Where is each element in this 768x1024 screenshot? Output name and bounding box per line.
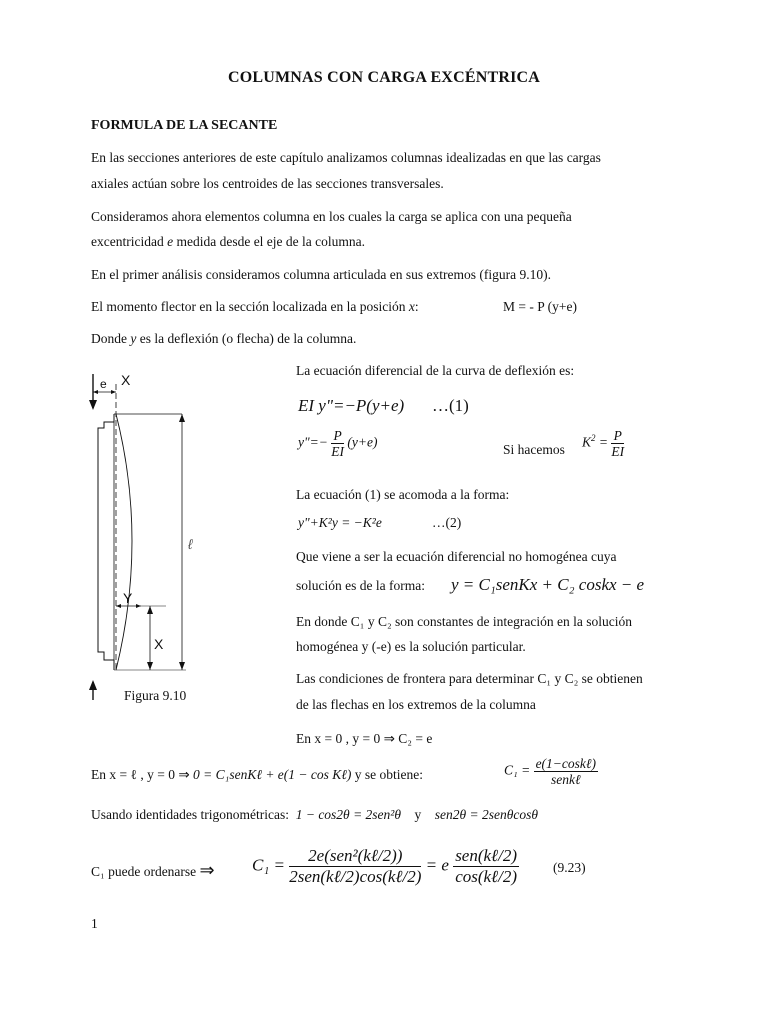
solution-equation: y = C₁senKx + C₂ coskx − e [451, 575, 645, 594]
figure-label-e: e [100, 377, 107, 391]
figure-caption: Figura 9.10 [124, 688, 187, 703]
paragraph-line: El momento flector en la sección localizada en la posición x: [91, 299, 419, 314]
paragraph-line: Las condiciones de frontera para determinar C₁ y C₂ se obtienen [296, 671, 643, 686]
paragraph-line: solución es de la forma: [296, 578, 425, 593]
equation-1-tag: …(1) [432, 396, 469, 415]
figure-label-x-top: X [121, 372, 131, 388]
si-hacemos-label: Si hacemos [503, 442, 565, 457]
moment-equation: M = - P (y+e) [503, 299, 577, 314]
paragraph-line: En las secciones anteriores de este capítulo analizamos columnas idealizadas en que las cargas [91, 150, 601, 165]
c1-expression: C₁ = $\frac{\text{e(1−coskℓ)}}{\text{senkℓ}}$ [504, 756, 597, 787]
figure-label-l: ℓ [188, 536, 193, 552]
identities-line: Usando identidades trigonométricas: 1 − cos2θ = 2sen²θ y sen2θ = 2senθcosθ [91, 807, 538, 822]
paragraph-line: Consideramos ahora elementos columna en los cuales la carga se aplica con una pequeña [91, 209, 572, 224]
paragraph-line: de las flechas en los extremos de la columna [296, 697, 536, 712]
paragraph-line: Donde y es la deflexión (o flecha) de la columna. [91, 331, 357, 346]
boundary-condition-x0: En x = 0 , y = 0 ⇒ C₂ = e [296, 731, 433, 746]
k2-definition: $K^2$ = $\frac{P}{EI}$ [582, 428, 625, 459]
equation-2-tag: …(2) [432, 515, 462, 530]
paragraph-line: En donde C₁ y C₂ son constantes de integración en la solución [296, 614, 632, 629]
paragraph-line: Que viene a ser la ecuación diferencial no homogénea cuya [296, 549, 617, 564]
paragraph-line: En el primer análisis consideramos columna articulada en sus extremos (figura 9.10). [91, 267, 551, 282]
equation-tag-9-23: (9.23) [553, 860, 586, 875]
equation-2: y"+K²y = −K²e [298, 515, 382, 530]
paragraph-line: axiales actúan sobre los centroides de las secciones transversales. [91, 176, 444, 191]
page-number: 1 [91, 916, 98, 931]
equation-y2: y"=− $\frac{P}{EI}$ (y+e) [298, 428, 378, 459]
c1-ordered-equation: C₁ = $\frac{\text{2e(sen²(kℓ/2))}}{\text{2sen(kℓ/2)cos(kℓ/2)}}$ = e $\frac{\text{sen(kℓ/2)}}{\text{cos(kℓ/2)}}$ [252, 846, 518, 886]
paragraph-line: excentricidad e medida desde el eje de la columna. [91, 234, 366, 249]
c1-order-label: C₁ puede ordenarse ⇒ [91, 860, 215, 880]
figure-label-y: Y [123, 590, 133, 606]
boundary-condition-xl: En x = ℓ , y = 0 ⇒ 0 = C₁senKℓ + e(1 − cos Kℓ) y se obtiene: [91, 767, 424, 782]
paragraph-line: La ecuación diferencial de la curva de deflexión es: [296, 363, 575, 378]
page-title: COLUMNAS CON CARGA EXCÉNTRICA [227, 69, 541, 86]
figure-label-x-mid: X [154, 636, 164, 652]
equation-1: EI y"=−P(y+e) [298, 396, 405, 415]
paragraph-line: homogénea y (-e) es la solución particular. [296, 639, 526, 654]
section-heading: FORMULA DE LA SECANTE [91, 118, 278, 133]
paragraph-line: La ecuación (1) se acomoda a la forma: [296, 487, 510, 502]
column-figure [86, 370, 216, 700]
